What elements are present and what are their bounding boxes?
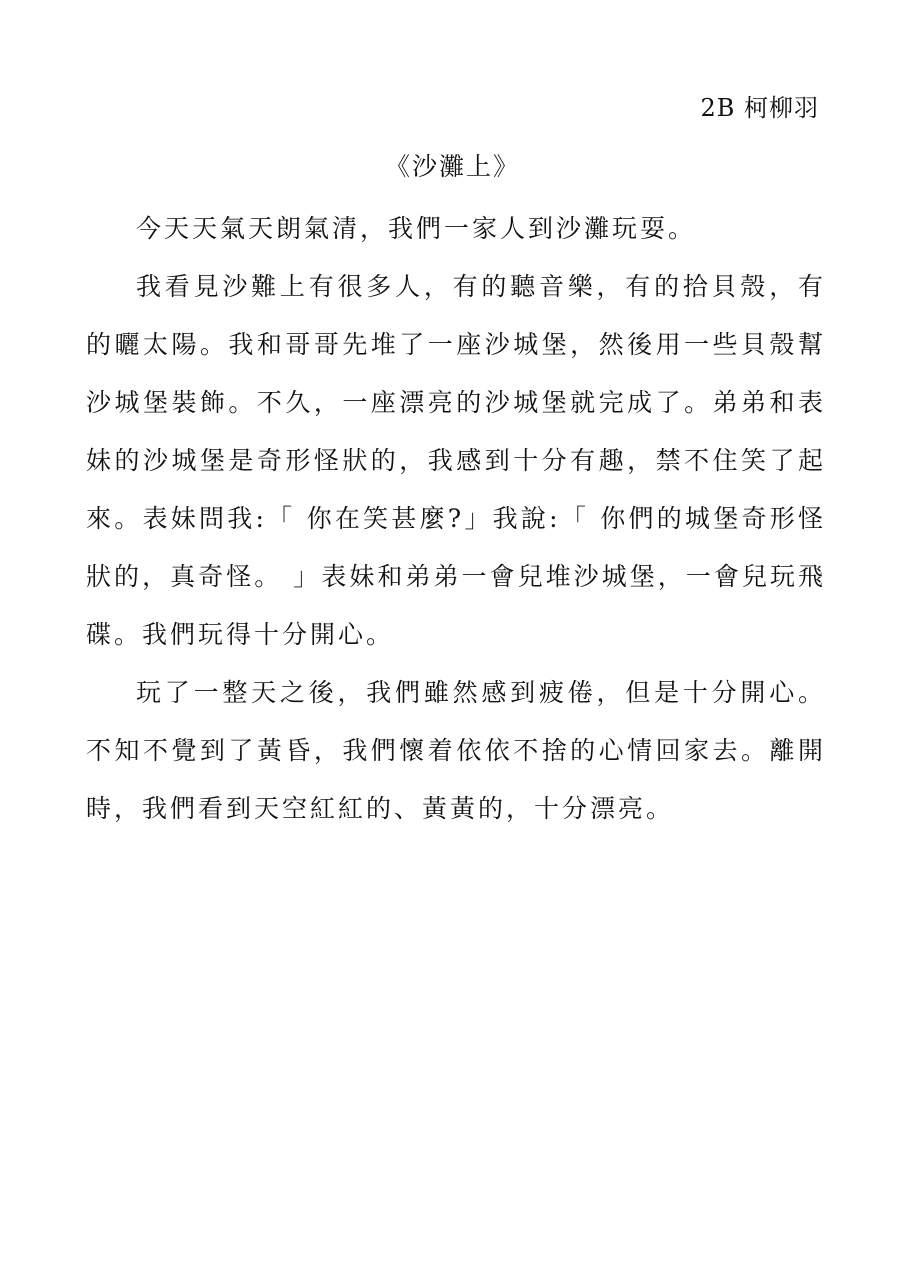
paragraph-2: 我看見沙難上有很多人，有的聽音樂，有的拾貝殼，有的曬太陽。我和哥哥先堆了一座沙城堡，然後用一些貝殼幫沙城堡裝飾。不久，一座漂亮的沙城堡就完成了。弟弟和表妹的沙城堡是奇形怪狀的，我感到十分有趣，禁不住笑了起來。表妹問我:「 你在笑甚麼?」我說:「 你們的城堡奇形怪狀的，真奇怪。 」表妹和弟弟一會兒堆沙城堡，一會兒玩飛碟。我們玩得十分開心。 (86, 272, 826, 649)
author-line: 2B 柯柳羽 (700, 94, 819, 122)
document-body (86, 200, 826, 838)
paragraph-3: 玩了一整天之後，我們雖然感到疲倦，但是十分開心。不知不覺到了黃昏，我們懷着依依不捨的心情回家去。離開時，我們看到天空紅紅的、黃黃的，十分漂亮。 (86, 678, 826, 823)
paragraph-1: 今天天氣天朗氣清，我們一家人到沙灘玩耍。 (136, 214, 697, 243)
document-title: 《沙灘上》 (384, 152, 520, 181)
